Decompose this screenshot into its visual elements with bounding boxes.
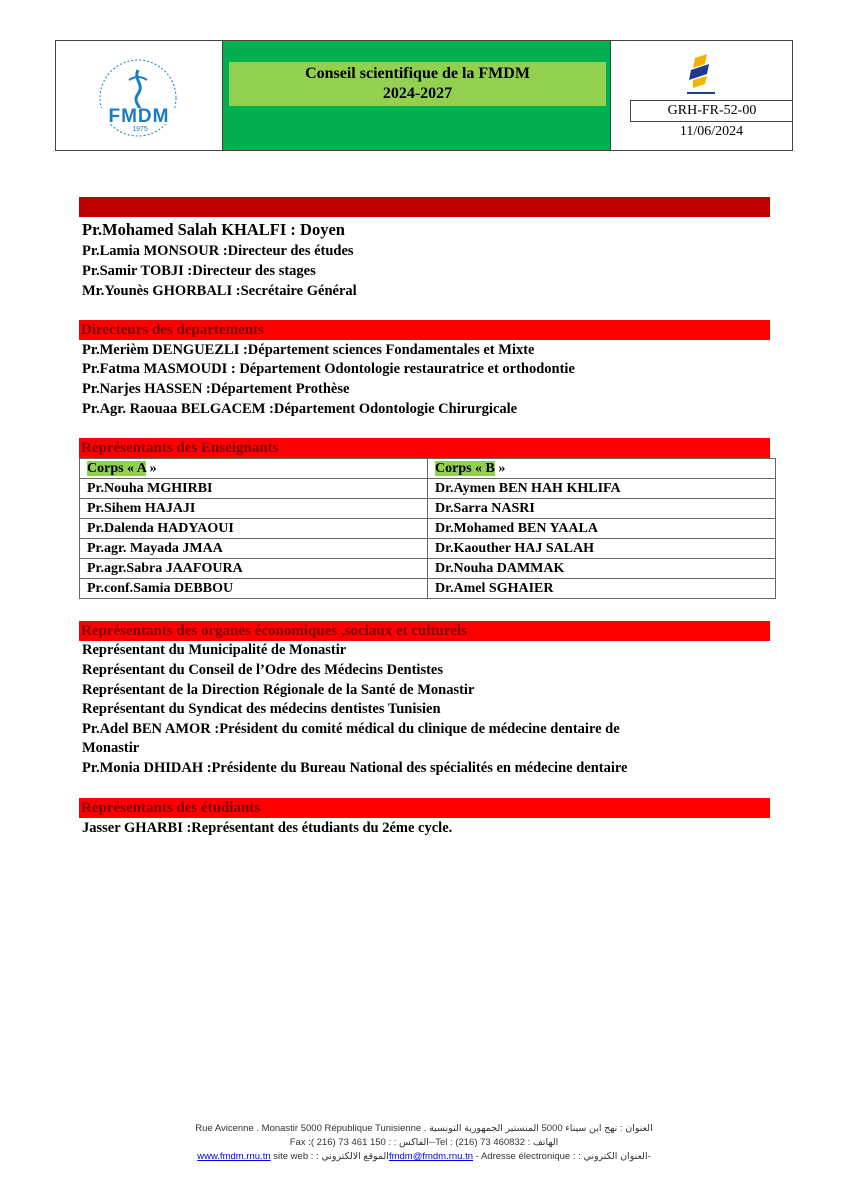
corps-a-suffix: »	[146, 460, 157, 476]
corps-a-header	[80, 459, 428, 479]
corps-b-cell: Dr.Sarra NASRI	[428, 499, 776, 519]
departement-line: Pr.Narjes HASSEN :Département Prothèse	[82, 381, 350, 397]
corps-b-cell: Dr.Amel SGHAIER	[428, 579, 776, 599]
corps-b-cell: Dr.Nouha DAMMAK	[428, 559, 776, 579]
ministry-emblem-icon	[681, 50, 721, 98]
departement-line: Pr.Merièm DENGUEZLI :Département sciences Fondamentales et Mixte	[82, 342, 535, 358]
corps-a-label: Corps « A	[87, 460, 147, 476]
table-row	[80, 499, 776, 519]
etudiant-line: Jasser GHARBI :Représentant des étudiants du 2éme cycle.	[82, 820, 453, 836]
enseignants-table	[79, 458, 776, 599]
organe-line: Pr.Adel BEN AMOR :Président du comité médical du clinique de médecine dentaire de	[82, 721, 620, 737]
corps-a-cell: Pr.agr.Sabra JAAFOURA	[80, 559, 428, 579]
corps-b-label: Corps « B	[435, 460, 495, 476]
email-label: - Adresse électronique : : العنوان الكتروني-	[473, 1151, 651, 1162]
corps-b-suffix: »	[494, 460, 506, 476]
document-code: GRH-FR-52-00	[630, 100, 793, 122]
direction-bar	[79, 197, 770, 217]
organes-heading: Représentants des organes économiques ,sociaux et culturels	[79, 621, 770, 641]
table-row	[80, 579, 776, 599]
departement-line: Pr.Fatma MASMOUDI : Département Odontologie restauratrice et orthodontie	[82, 361, 575, 377]
website-link[interactable]: www.fmdm.rnu.tn	[197, 1151, 271, 1162]
footer-contact	[0, 1150, 848, 1164]
organe-line: Représentant du Municipalité de Monastir	[82, 642, 347, 658]
corps-a-cell: Pr.Dalenda HADYAOUI	[80, 519, 428, 539]
corps-a-cell: Pr.Sihem HAJAJI	[80, 499, 428, 519]
corps-b-cell: Dr.Kaouther HAJ SALAH	[428, 539, 776, 559]
document-title	[229, 62, 606, 106]
footer-phone: Fax :( 216) 73 461 150 : : الفاكس--Tel : (216) 73 460832 : الهاتف	[289, 1137, 559, 1148]
corps-a-cell: Pr.Nouha MGHIRBI	[80, 479, 428, 499]
fmdm-logo-cell	[55, 40, 223, 151]
table-row	[80, 559, 776, 579]
direction-line: Pr.Samir TOBJI :Directeur des stages	[82, 263, 316, 279]
corps-b-cell: Dr.Aymen BEN HAH KHLIFA	[428, 479, 776, 499]
departements-heading: Directeurs des departements	[79, 320, 770, 340]
website-label: site web : : الموقع الالكتروني	[270, 1151, 389, 1162]
email-link[interactable]: fmdm@fmdm.rnu.tn	[388, 1151, 474, 1162]
logo-year: 1975	[132, 126, 148, 133]
table-header-row	[80, 459, 776, 479]
corps-b-cell: Dr.Mohamed BEN YAALA	[428, 519, 776, 539]
title-line-2: 2024-2027	[382, 85, 453, 102]
organe-line: Monastir	[82, 740, 140, 756]
direction-line: Pr.Lamia MONSOUR :Directeur des études	[82, 243, 354, 259]
enseignants-heading: Représentants des Enseignants	[79, 438, 770, 458]
table-row	[80, 479, 776, 499]
direction-line-doyen: Pr.Mohamed Salah KHALFI : Doyen	[82, 220, 345, 239]
organe-line: Pr.Monia DHIDAH :Présidente du Bureau National des spécialités en médecine dentaire	[82, 760, 628, 776]
table-row	[80, 519, 776, 539]
title-line-1: Conseil scientifique de la FMDM	[305, 65, 530, 82]
etudiants-heading: Représentants des étudiants	[79, 798, 770, 818]
logo-text: FMDM	[108, 106, 170, 127]
footer-address: Rue Avicenne . Monastir 5000 République Tunisienne . العنوان : نهج ابن سيناء 5000 المنستير الجمهورية التونسية	[195, 1123, 653, 1134]
organe-line: Représentant du Syndicat des médecins dentistes Tunisien	[82, 701, 441, 717]
table-row	[80, 539, 776, 559]
document-date: 11/06/2024	[679, 124, 744, 139]
fmdm-logo-icon	[55, 40, 223, 151]
corps-a-cell: Pr.conf.Samia DEBBOU	[80, 579, 428, 599]
direction-line: Mr.Younès GHORBALI :Secrétaire Général	[82, 283, 357, 299]
organe-line: Représentant de la Direction Régionale de la Santé de Monastir	[82, 682, 475, 698]
departement-line: Pr.Agr. Raouaa BELGACEM :Département Odontologie Chirurgicale	[82, 401, 518, 417]
corps-a-cell: Pr.agr. Mayada JMAA	[80, 539, 428, 559]
corps-b-header	[428, 459, 776, 479]
organe-line: Représentant du Conseil de l’Odre des Médecins Dentistes	[82, 662, 444, 678]
